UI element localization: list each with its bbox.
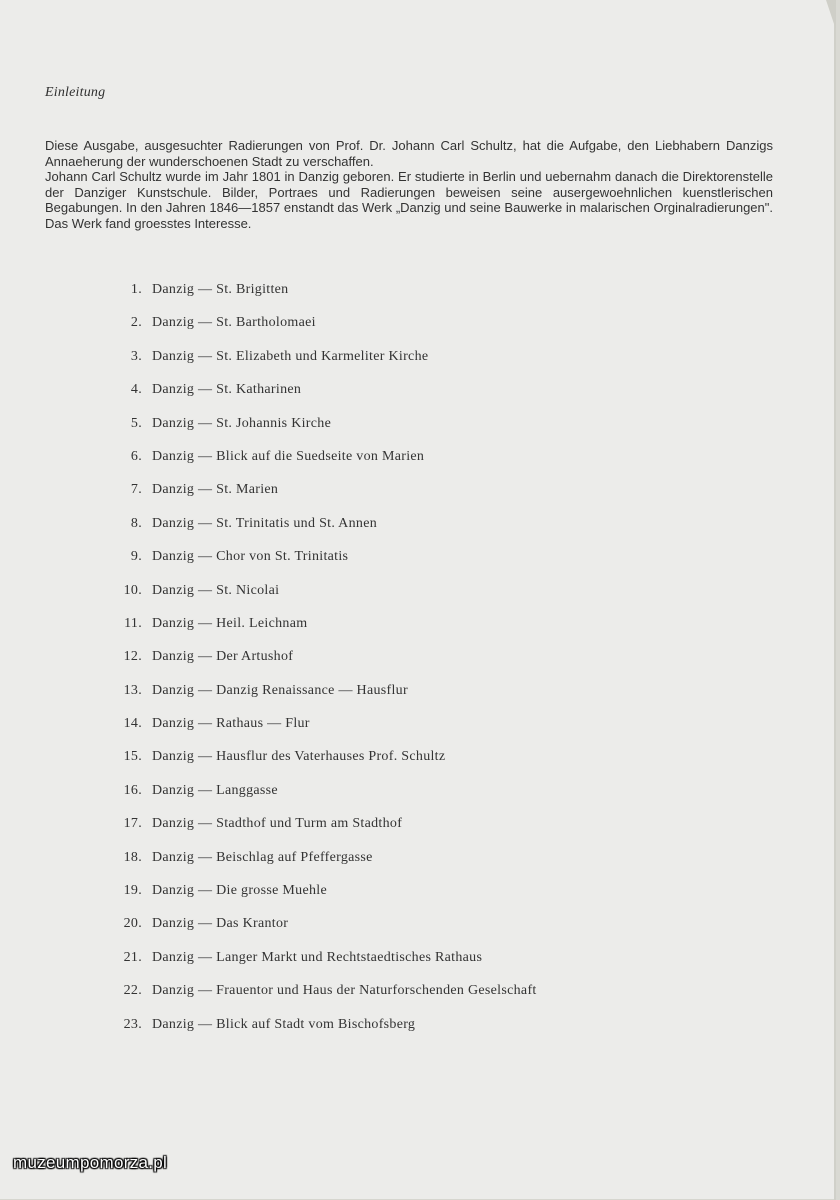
item-title: Danzig — Langgasse: [152, 782, 278, 798]
item-title: Danzig — St. Johannis Kirche: [152, 415, 332, 431]
item-title: Danzig — Langer Markt und Rechtstaedtisches Rathaus: [152, 949, 483, 965]
list-item: [110, 549, 537, 582]
list-item: [110, 983, 537, 1016]
item-number: 4.: [130, 382, 142, 398]
item-number: 18.: [123, 849, 142, 865]
list-item: [110, 449, 537, 482]
list-item: [110, 850, 537, 883]
item-number: 21.: [123, 949, 142, 965]
item-title: Danzig — St. Bartholomaei: [152, 315, 316, 331]
list-item: [110, 883, 537, 916]
list-item: [110, 315, 537, 348]
item-title: Danzig — Blick auf die Suedseite von Marien: [152, 448, 425, 464]
item-title: Danzig — St. Katharinen: [152, 382, 302, 398]
item-title: Danzig — Chor von St. Trinitatis: [152, 549, 349, 565]
item-number: 15.: [123, 749, 142, 765]
item-number: 7.: [130, 482, 142, 498]
item-title: Danzig — Blick auf Stadt vom Bischofsberg: [152, 1016, 416, 1032]
item-title: Danzig — Das Krantor: [152, 916, 289, 932]
item-number: 17.: [123, 816, 142, 832]
item-number: 22.: [123, 983, 142, 999]
list-item: [110, 349, 537, 382]
list-item: [110, 482, 537, 515]
item-title: Danzig — Hausflur des Vaterhauses Prof. Schultz: [152, 749, 446, 765]
list-item: [110, 783, 537, 816]
item-number: 3.: [130, 348, 142, 364]
item-number: 20.: [123, 916, 142, 932]
list-item: [110, 716, 537, 749]
item-number: 11.: [124, 615, 142, 631]
item-title: Danzig — Rathaus — Flur: [152, 716, 310, 732]
page-corner: [826, 0, 836, 30]
item-title: Danzig — Heil. Leichnam: [152, 615, 308, 631]
item-number: 1.: [130, 282, 142, 297]
item-title: Danzig — Frauentor und Haus der Naturforschenden Geselschaft: [152, 983, 537, 999]
item-number: 6.: [130, 448, 142, 464]
item-number: 12.: [123, 649, 142, 665]
item-title: Danzig — Stadthof und Turm am Stadthof: [152, 816, 403, 832]
list-item: [110, 683, 537, 716]
item-number: 9.: [130, 549, 142, 565]
item-title: Danzig — St. Nicolai: [152, 582, 280, 598]
item-title: Danzig — St. Trinitatis und St. Annen: [152, 515, 378, 531]
item-title: Danzig — Die grosse Muehle: [152, 883, 327, 899]
item-number: 10.: [123, 582, 142, 598]
item-title: Danzig — Der Artushof: [152, 649, 294, 665]
list-item: [110, 382, 537, 415]
item-number: 14.: [123, 716, 142, 732]
item-number: 23.: [123, 1016, 142, 1032]
list-item: [110, 1017, 537, 1050]
list-item: [110, 282, 537, 315]
introduction: [45, 138, 773, 231]
section-heading: Einleitung: [45, 85, 106, 100]
list-item: [110, 516, 537, 549]
list-item: [110, 950, 537, 983]
item-title: Danzig — St. Elizabeth und Karmeliter Kirche: [152, 348, 429, 364]
item-title: Danzig — St. Brigitten: [152, 282, 289, 297]
list-item: [110, 616, 537, 649]
list-item: [110, 749, 537, 782]
item-title: Danzig — St. Marien: [152, 482, 279, 498]
item-title: Danzig — Danzig Renaissance — Hausflur: [152, 682, 408, 698]
watermark: muzeumpomorza.pl: [13, 1153, 168, 1172]
list-item: [110, 916, 537, 949]
item-title: Danzig — Beischlag auf Pfeffergasse: [152, 849, 373, 865]
etching-list: [110, 282, 537, 1050]
list-item: [110, 583, 537, 616]
item-number: 8.: [130, 515, 142, 531]
intro-paragraph-1: Diese Ausgabe, ausgesuchter Radierungen von Prof. Dr. Johann Carl Schultz, hat die Aufgabe, den Liebhabern Danzigs Annaeherung der wunderschoenen Stadt zu verschaffen.: [45, 138, 773, 169]
item-number: 5.: [130, 415, 142, 431]
item-number: 19.: [123, 883, 142, 899]
list-item: [110, 416, 537, 449]
item-number: 2.: [130, 315, 142, 331]
list-item: [110, 816, 537, 849]
intro-paragraph-2: Johann Carl Schultz wurde im Jahr 1801 in Danzig geboren. Er studierte in Berlin und uebernahm danach die Direktorenstelle der Danziger Kunstschule. Bilder, Portraes und Radierungen beweisen seine ausergewoehnlichen kuenstlerischen Begabungen. In den Jahren 1846—1857 enstandt das Werk „Danzig und seine Bauwerke in malarischen Orginalradierungen". Das Werk fand groesstes Interesse.: [45, 169, 773, 231]
item-number: 13.: [123, 682, 142, 698]
list-item: [110, 649, 537, 682]
item-number: 16.: [123, 782, 142, 798]
